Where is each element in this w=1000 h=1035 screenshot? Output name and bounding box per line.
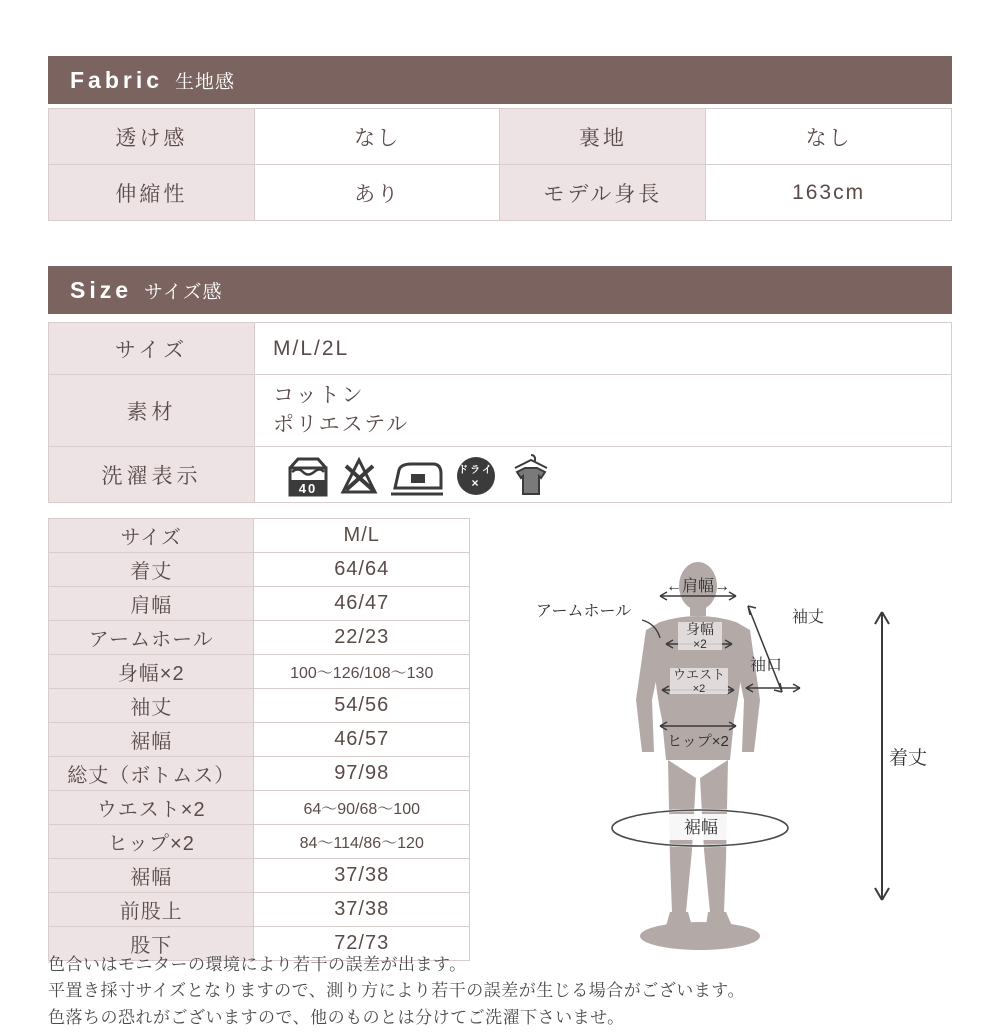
measurement-table	[48, 518, 470, 961]
table-row	[49, 791, 470, 825]
table-row	[49, 655, 470, 689]
measure-value: 100〜126/108〜130	[254, 655, 470, 689]
measure-header-value: M/L	[254, 519, 470, 553]
measure-label: 総丈（ボトムス）	[49, 757, 254, 791]
svg-text:×: ×	[471, 475, 481, 490]
size-header-en: Size	[70, 276, 133, 303]
size-section-header	[48, 266, 952, 314]
fabric-value-lining: なし	[706, 109, 952, 165]
wash-icons-cell	[255, 447, 952, 503]
material-label: 素材	[49, 375, 255, 447]
wash-machine-temp-text: 40	[298, 480, 318, 496]
material-value	[255, 375, 952, 447]
measurement-figure	[520, 560, 960, 960]
dry-clean-text: ドライ	[458, 464, 494, 476]
measure-value: 37/38	[254, 893, 470, 927]
label-cuff: 袖口	[750, 657, 783, 674]
measure-value: 97/98	[254, 757, 470, 791]
measure-value: 64/64	[254, 553, 470, 587]
label-waist: ウエスト	[672, 667, 726, 682]
measure-header-label: サイズ	[49, 519, 254, 553]
measure-label: 着丈	[49, 553, 254, 587]
table-row	[49, 757, 470, 791]
measure-label: 袖丈	[49, 689, 254, 723]
fabric-label-model-height: モデル身長	[500, 165, 706, 221]
material-value-line2: ポリエステル	[273, 412, 410, 436]
label-waist-x2: ×2	[692, 683, 706, 695]
table-row	[49, 825, 470, 859]
wash-machine-40-icon	[287, 454, 329, 498]
label-bust: 身幅	[686, 621, 714, 637]
fabric-section-header	[48, 56, 952, 104]
table-row	[49, 447, 952, 503]
measure-label: アームホール	[49, 621, 254, 655]
measure-label: 裾幅	[49, 859, 254, 893]
measure-value: 72/73	[254, 927, 470, 961]
table-row	[49, 723, 470, 757]
table-row	[49, 587, 470, 621]
table-row	[49, 375, 952, 447]
fabric-header-jp: 生地感	[175, 71, 236, 93]
measure-label: ウエスト×2	[49, 791, 254, 825]
note-line-3: 色落ちの恐れがございますので、他のものとは分けてご洗濯下さいませ。	[48, 1007, 625, 1027]
footer-notes	[48, 952, 948, 1031]
measure-label: 肩幅	[49, 587, 254, 621]
table-row	[49, 689, 470, 723]
measure-value: 22/23	[254, 621, 470, 655]
table-row	[49, 553, 470, 587]
note-line-2: 平置き採寸サイズとなりますので、測り方により若干の誤差が生じる場合がございます。	[48, 981, 745, 1001]
fabric-label-stretch: 伸縮性	[49, 165, 255, 221]
measure-label: 身幅×2	[49, 655, 254, 689]
measure-value: 84〜114/86〜120	[254, 825, 470, 859]
material-value-line1: コットン	[273, 384, 365, 408]
size-value: M/L/2L	[255, 323, 952, 375]
fabric-value-stretch: あり	[254, 165, 500, 221]
measure-label: 裾幅	[49, 723, 254, 757]
fabric-value-sheerness: なし	[254, 109, 500, 165]
no-dry-clean-icon	[453, 454, 499, 498]
hang-dry-shade-icon	[507, 452, 555, 498]
fabric-label-lining: 裏地	[500, 109, 706, 165]
measure-label: 前股上	[49, 893, 254, 927]
label-hem-width: 裾幅	[684, 818, 718, 837]
fabric-label-sheerness: 透け感	[49, 109, 255, 165]
measure-label: 股下	[49, 927, 254, 961]
measure-value: 46/47	[254, 587, 470, 621]
table-row	[49, 621, 470, 655]
table-row	[49, 859, 470, 893]
fabric-value-model-height: 163cm	[706, 165, 952, 221]
wash-label: 洗濯表示	[49, 447, 255, 503]
label-bust-x2: ×2	[693, 637, 707, 651]
note-line-1: 色合いはモニターの環境により若干の誤差が出ます。	[48, 955, 467, 974]
measure-value: 46/57	[254, 723, 470, 757]
fabric-table	[48, 108, 952, 221]
measure-value: 54/56	[254, 689, 470, 723]
measure-value: 37/38	[254, 859, 470, 893]
table-row	[49, 893, 470, 927]
table-row	[49, 109, 952, 165]
size-info-table	[48, 322, 952, 503]
size-label: サイズ	[49, 323, 255, 375]
measure-label: ヒップ×2	[49, 825, 254, 859]
label-sleeve-length: 袖丈	[792, 609, 825, 626]
measure-value: 64〜90/68〜100	[254, 791, 470, 825]
no-bleach-icon	[337, 454, 381, 498]
label-shoulder: ←肩幅→	[665, 578, 731, 595]
table-row	[49, 519, 470, 553]
label-hip: ヒップ×2	[667, 733, 729, 750]
fabric-header-en: Fabric	[70, 66, 164, 93]
size-header-jp: サイズ感	[144, 281, 223, 303]
table-row	[49, 165, 952, 221]
label-total-length: 着丈	[888, 748, 928, 769]
table-row	[49, 323, 952, 375]
label-armhole: アームホール	[536, 603, 632, 620]
iron-low-icon	[389, 454, 445, 498]
